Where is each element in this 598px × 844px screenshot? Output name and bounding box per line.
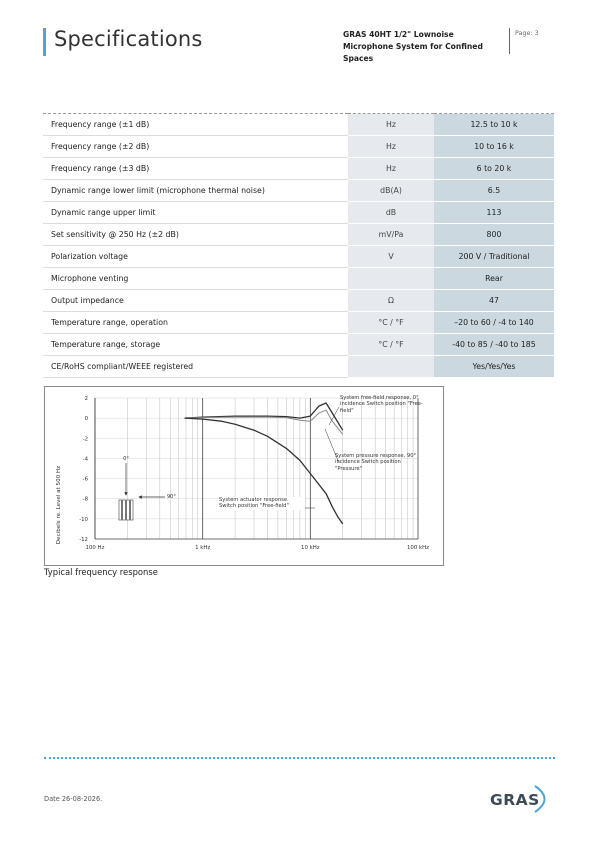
spec-unit: V	[348, 246, 434, 268]
page-number: Page: 3	[515, 29, 539, 37]
spec-param: Frequency range (±2 dB)	[43, 136, 348, 158]
table-row	[43, 356, 554, 378]
spec-unit: dB	[348, 202, 434, 224]
table-row	[43, 202, 554, 224]
annotation-pressure: System pressure response, 90° incidence Switch position "Pressure"	[335, 453, 417, 472]
spec-unit: Hz	[348, 158, 434, 180]
spec-value: 200 V / Traditional	[434, 246, 554, 268]
spec-param: Set sensitivity @ 250 Hz (±2 dB)	[43, 224, 348, 246]
spec-unit: °C / °F	[348, 312, 434, 334]
frequency-response-plot	[45, 387, 443, 565]
microphone-illustration	[119, 463, 165, 520]
spec-param: Frequency range (±3 dB)	[43, 158, 348, 180]
spec-param: Polarization voltage	[43, 246, 348, 268]
spec-param: Temperature range, storage	[43, 334, 348, 356]
table-row	[43, 114, 554, 136]
y-tick-label: -8	[82, 496, 88, 503]
spec-value: 47	[434, 290, 554, 312]
spec-param: Frequency range (±1 dB)	[43, 114, 348, 136]
y-tick-label: 2	[84, 396, 88, 402]
annotation-actuator: System actuator response Switch position "Free-field"	[219, 497, 305, 510]
series-1-line	[185, 410, 343, 434]
spec-param: Output impedance	[43, 290, 348, 312]
spec-unit: Hz	[348, 114, 434, 136]
table-row	[43, 180, 554, 202]
spec-value: –20 to 60 / -4 to 140	[434, 312, 554, 334]
spec-value: 6 to 20 k	[434, 158, 554, 180]
spec-param: Dynamic range lower limit (microphone thermal noise)	[43, 180, 348, 202]
footer-dotted-divider	[44, 757, 555, 759]
spec-unit: Ω	[348, 290, 434, 312]
y-tick-label: -10	[79, 516, 88, 523]
chart-caption: Typical frequency response	[44, 567, 158, 577]
table-row	[43, 136, 554, 158]
frequency-response-chart	[44, 386, 444, 566]
footer-date: Date 26-08-2026.	[44, 795, 103, 803]
annotation-free-field: System free-field response, 0° incidence Switch position "Free-field"	[340, 395, 423, 414]
x-tick-label: 100 kHz	[406, 545, 430, 551]
table-row	[43, 224, 554, 246]
spec-value: 113	[434, 202, 554, 224]
x-tick-label: 10 kHz	[301, 545, 320, 551]
spec-value: -40 to 85 / -40 to 185	[434, 334, 554, 356]
x-tick-label: 1 kHz	[195, 545, 211, 551]
x-tick-label: 100 Hz	[85, 545, 105, 551]
header-divider	[509, 28, 510, 54]
page-title: Specifications	[54, 27, 203, 51]
table-row	[43, 246, 554, 268]
spec-unit: °C / °F	[348, 334, 434, 356]
y-tick-label: -4	[82, 456, 88, 463]
logo-text: GRAS	[490, 791, 540, 809]
table-row	[43, 334, 554, 356]
spec-value: Yes/Yes/Yes	[434, 356, 554, 378]
spec-unit	[348, 268, 434, 290]
spec-unit: Hz	[348, 136, 434, 158]
spec-param: Dynamic range upper limit	[43, 202, 348, 224]
spec-value: 800	[434, 224, 554, 246]
table-row	[43, 268, 554, 290]
table-row	[43, 158, 554, 180]
series-0-line	[185, 403, 343, 430]
spec-param: Temperature range, operation	[43, 312, 348, 334]
title-accent-bar	[43, 28, 46, 56]
y-tick-label: -12	[79, 537, 88, 543]
spec-table	[43, 113, 554, 378]
spec-value: Rear	[434, 268, 554, 290]
spec-value: 6.5	[434, 180, 554, 202]
y-axis-label: Decibels re. Level at 500 Hz	[56, 465, 62, 545]
spec-param: CE/RoHS compliant/WEEE registered	[43, 356, 348, 378]
spec-value: 10 to 16 k	[434, 136, 554, 158]
y-tick-label: 0	[84, 416, 88, 423]
gras-logo	[488, 782, 558, 816]
product-name: GRAS 40HT 1/2" Lownoise Microphone System for Confined Spaces	[343, 30, 483, 63]
y-tick-label: -6	[82, 476, 88, 483]
spec-unit: mV/Pa	[348, 224, 434, 246]
table-row	[43, 312, 554, 334]
spec-unit: dB(A)	[348, 180, 434, 202]
spec-param: Microphone venting	[43, 268, 348, 290]
annotation-90-degree: 90°	[167, 494, 176, 500]
spec-unit	[348, 356, 434, 378]
spec-value: 12.5 to 10 k	[434, 114, 554, 136]
y-tick-label: -2	[82, 436, 88, 443]
table-row	[43, 290, 554, 312]
annotation-0-degree: 0°	[123, 456, 129, 462]
